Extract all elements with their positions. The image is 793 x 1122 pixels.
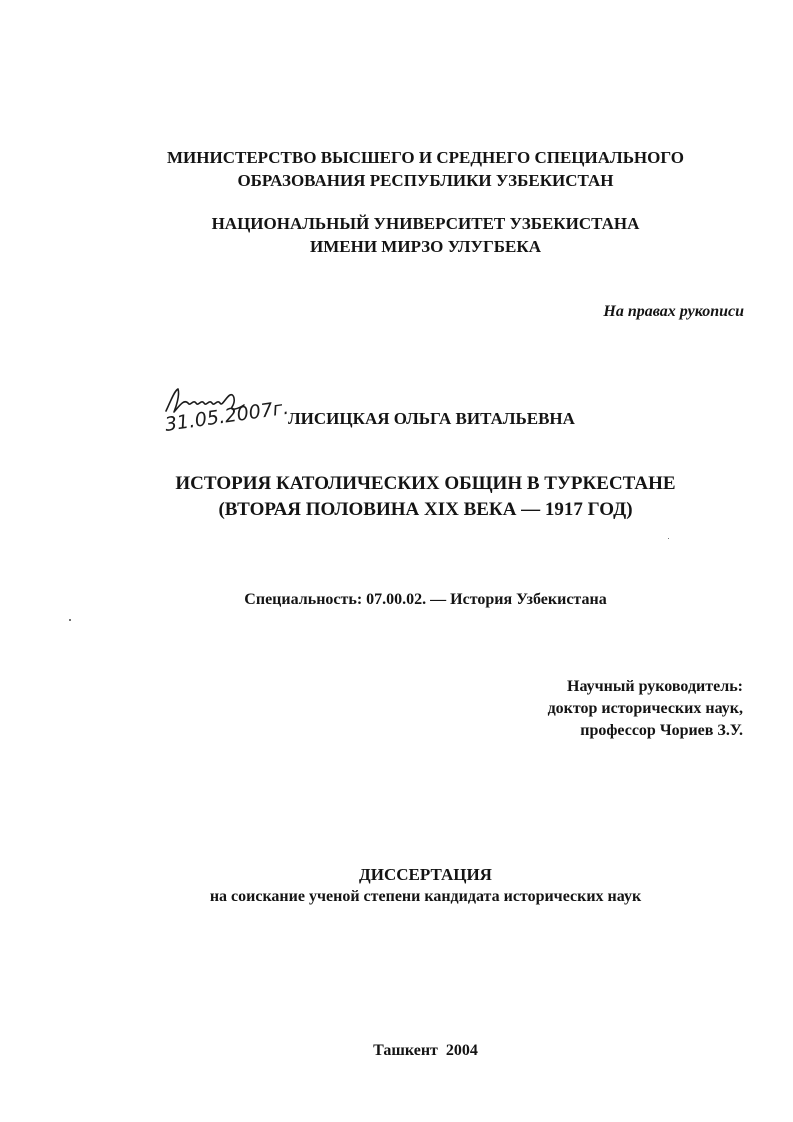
specialty-line: Специальность: 07.00.02. — История Узбекистана [244,591,607,608]
dissertation-title-line-1: ИСТОРИЯ КАТОЛИЧЕСКИХ ОБЩИН В ТУРКЕСТАНЕ [175,473,676,494]
university-line-2: ИМЕНИ МИРЗО УЛУГБЕКА [310,237,541,256]
supervisor-name: профессор Чориев З.У. [580,722,743,739]
dissertation-heading: ДИССЕРТАЦИЯ [359,865,492,884]
handwritten-date: 31.05.2007г. [163,396,291,436]
scan-speck [69,619,71,621]
manuscript-rights-note: На правах рукописи [603,303,744,320]
supervisor-label: Научный руководитель: [567,678,743,695]
author-name: ЛИСИЦКАЯ ОЛЬГА ВИТАЛЬЕВНА [288,409,575,428]
supervisor-degree: доктор исторических наук, [547,700,743,717]
scan-speck [668,538,669,539]
dissertation-subtitle: на соискание ученой степени кандидата исторических наук [209,888,642,905]
university-line-1: НАЦИОНАЛЬНЫЙ УНИВЕРСИТЕТ УЗБЕКИСТАНА [211,214,640,233]
ministry-line-2: ОБРАЗОВАНИЯ РЕСПУБЛИКИ УЗБЕКИСТАН [237,171,614,190]
place-and-year: Ташкент 2004 [373,1042,478,1059]
ministry-line-1: МИНИСТЕРСТВО ВЫСШЕГО И СРЕДНЕГО СПЕЦИАЛЬНОГО [167,148,684,167]
dissertation-title-line-2: (ВТОРАЯ ПОЛОВИНА XIX ВЕКА — 1917 ГОД) [218,499,633,520]
